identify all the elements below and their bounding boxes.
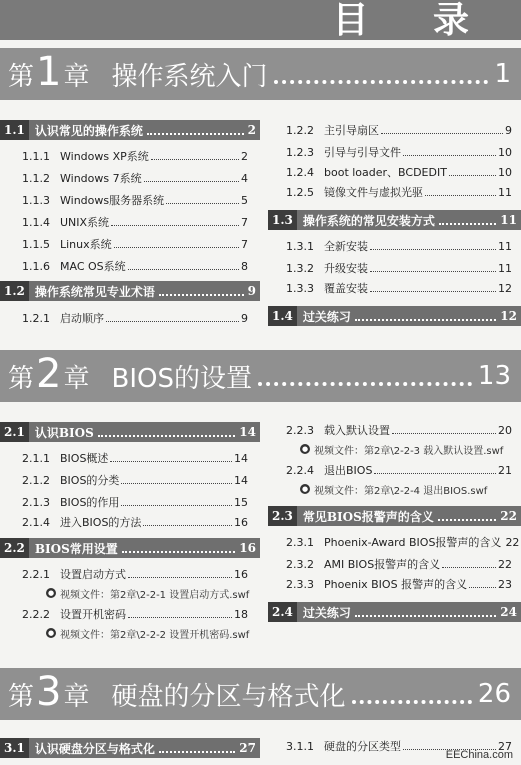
item-number: 1.2.5 [286, 185, 314, 199]
item-title: 镜像文件与虚拟光驱 [324, 186, 423, 199]
dot-leader [159, 294, 244, 296]
toc-item-1-1-2[interactable] [22, 170, 248, 186]
chapter-1-banner[interactable] [0, 48, 521, 100]
dot-leader [370, 291, 496, 292]
item-title: 设置启动方式 [60, 568, 126, 581]
toc-item-1-1-4[interactable] [22, 214, 248, 230]
dot-leader [442, 567, 496, 568]
item-title: Phoenix BIOS 报警声的含义 [324, 578, 468, 591]
section-page: 11 [500, 213, 517, 227]
toc-item-2-1-2[interactable] [22, 472, 248, 488]
chapter-title: 操作系统入门 [111, 61, 268, 92]
dot-leader [121, 483, 232, 484]
dot-leader [147, 133, 244, 135]
item-number: 2.3.2 [286, 557, 314, 571]
item-number: 2.2.2 [22, 607, 50, 621]
item-number: 2.1.1 [22, 451, 50, 465]
toc-title: 目 录 [332, 0, 495, 41]
item-number: 2.3.1 [286, 535, 314, 549]
item-page: 4 [241, 171, 248, 185]
video-file-2-2-3[interactable] [300, 442, 516, 456]
item-page: 14 [234, 473, 248, 487]
item-number: 2.2.3 [286, 423, 314, 437]
video-file-2-2-1[interactable] [46, 586, 252, 600]
video-file-text: 视频文件：第2章\2-2-3 载入默认设置.swf [314, 445, 504, 457]
section-page: 14 [239, 425, 256, 439]
item-page: 22 [505, 535, 520, 549]
video-file-2-2-4[interactable] [300, 482, 516, 496]
item-page: 11 [498, 261, 512, 275]
toc-item-1-1-6[interactable] [22, 258, 248, 274]
item-title: 退出BIOS [324, 464, 373, 477]
video-disc-icon: ● [47, 629, 55, 637]
item-number: 2.1.2 [22, 473, 50, 487]
item-title: Windows服务器系统 [60, 194, 165, 207]
toc-item-1-1-5[interactable] [22, 236, 248, 252]
section-title: 操作系统常见专业术语 [34, 284, 155, 299]
dot-leader [438, 519, 497, 521]
toc-item-2-2-3[interactable] [286, 422, 512, 438]
toc-item-2-1-4[interactable] [22, 514, 248, 530]
dot-leader [166, 203, 239, 204]
item-number: 2.2.4 [286, 463, 314, 477]
dot-leader [352, 700, 472, 704]
item-title: Linux系统 [60, 238, 112, 251]
section-title: BIOS常用设置 [34, 541, 118, 556]
dot-leader [381, 133, 503, 134]
dot-leader [106, 321, 239, 322]
item-title: 设置开机密码 [60, 608, 126, 621]
toc-item-1-1-1[interactable] [22, 148, 248, 164]
dot-leader [392, 433, 496, 434]
item-number: 1.3.3 [286, 281, 314, 295]
toc-header [0, 0, 521, 40]
section-2-1[interactable] [0, 422, 260, 442]
watermark: EEChina.com [445, 749, 513, 761]
video-file-text: 视频文件：第2章\2-2-2 设置开机密码.swf [60, 629, 250, 641]
dot-leader [355, 615, 496, 617]
toc-item-2-1-1[interactable] [22, 450, 248, 466]
dot-leader [425, 195, 496, 196]
dot-leader [274, 80, 489, 84]
section-page: 24 [500, 605, 517, 619]
item-number: 2.1.4 [22, 515, 50, 529]
toc-item-1-2-2[interactable] [286, 122, 512, 138]
section-number: 3.1 [0, 738, 29, 758]
item-page: 8 [241, 259, 248, 273]
dot-leader [403, 155, 496, 156]
item-number: 1.1.5 [22, 237, 50, 251]
section-page: 16 [239, 541, 256, 555]
item-title: Windows 7系统 [60, 172, 142, 185]
item-page: 16 [234, 567, 248, 581]
section-number: 1.1 [0, 120, 29, 140]
section-title: 认识BIOS [34, 425, 94, 440]
chapter-2-banner[interactable] [0, 350, 521, 402]
section-number: 2.3 [268, 506, 297, 526]
toc-item-2-2-2[interactable] [22, 606, 248, 622]
item-page: 14 [234, 451, 248, 465]
section-1-2[interactable] [0, 281, 260, 301]
dot-leader [98, 435, 236, 437]
item-page: 11 [498, 185, 512, 199]
toc-item-1-1-3[interactable] [22, 192, 248, 208]
section-title: 过关练习 [302, 605, 351, 620]
section-page: 12 [500, 309, 517, 323]
section-2-4[interactable] [268, 602, 521, 622]
section-number: 1.3 [268, 210, 297, 230]
item-number: 1.1.4 [22, 215, 50, 229]
section-title: 常见BIOS报警声的含义 [302, 509, 434, 524]
section-page: 27 [239, 741, 256, 755]
item-number: 1.2.1 [22, 311, 50, 325]
item-number: 1.2.4 [286, 165, 314, 179]
dot-leader [370, 249, 496, 250]
section-page: 2 [247, 123, 256, 137]
item-title: boot loader、BCDEDIT [324, 166, 447, 179]
dot-leader [122, 551, 236, 553]
section-2-2[interactable] [0, 538, 260, 558]
section-number: 1.2 [0, 281, 29, 301]
chapter-number: 2 [36, 351, 62, 397]
section-number: 2.2 [0, 538, 29, 558]
toc-item-1-3-3[interactable] [286, 280, 512, 296]
dot-leader [159, 751, 235, 753]
video-file-2-2-2[interactable] [46, 626, 252, 640]
section-title: 认识常见的操作系统 [34, 123, 143, 138]
item-title: MAC OS系统 [60, 260, 126, 273]
item-title: 全新安装 [324, 240, 368, 253]
item-title: 覆盖安装 [324, 282, 368, 295]
item-number: 1.1.6 [22, 259, 50, 273]
toc-item-1-2-5[interactable] [286, 184, 512, 200]
toc-item-1-2-1[interactable] [22, 310, 248, 326]
item-page: 22 [498, 557, 512, 571]
section-title: 认识硬盘分区与格式化 [34, 741, 155, 756]
item-page: 7 [241, 215, 248, 229]
chapter-prefix: 第 [8, 61, 35, 92]
item-title: 主引导扇区 [324, 124, 379, 137]
item-page: 16 [234, 515, 248, 529]
toc-item-1-2-4[interactable] [286, 164, 512, 180]
item-title: BIOS的分类 [60, 474, 120, 487]
toc-item-2-1-3[interactable] [22, 494, 248, 510]
toc-item-1-2-3[interactable] [286, 144, 512, 160]
dot-leader [143, 525, 232, 526]
item-page: 2 [241, 149, 248, 163]
item-number: 1.2.2 [286, 123, 314, 137]
section-number: 1.4 [268, 306, 297, 326]
item-page: 9 [505, 123, 512, 137]
chapter-page: 13 [477, 361, 511, 391]
chapter-page: 1 [494, 59, 511, 89]
item-title: 引导与引导文件 [324, 146, 401, 159]
section-1-1[interactable] [0, 120, 260, 140]
section-3-1[interactable] [0, 738, 260, 758]
dot-leader [449, 175, 496, 176]
dot-leader [114, 247, 239, 248]
item-page: 20 [498, 423, 512, 437]
toc-item-2-3-2[interactable] [286, 556, 512, 572]
dot-leader [151, 159, 239, 160]
dot-leader [439, 223, 496, 225]
dot-leader [128, 269, 239, 270]
item-number: 1.3.1 [286, 239, 314, 253]
toc-item-2-3-3[interactable] [286, 576, 512, 592]
section-2-3[interactable] [268, 506, 521, 526]
item-title: 启动顺序 [60, 312, 104, 325]
item-title: 载入默认设置 [324, 424, 390, 437]
dot-leader [121, 505, 232, 506]
toc-item-2-3-1[interactable] [286, 534, 520, 550]
chapter-prefix: 第 [8, 363, 35, 394]
item-number: 1.1.1 [22, 149, 50, 163]
dot-leader [469, 587, 496, 588]
dot-leader [128, 617, 232, 618]
dot-leader [258, 382, 472, 386]
section-page: 9 [247, 284, 256, 298]
item-number: 1.1.2 [22, 171, 50, 185]
dot-leader [355, 319, 496, 321]
section-number: 2.1 [0, 422, 29, 442]
chapter-suffix: 章 [63, 61, 90, 92]
chapter-3-banner[interactable] [0, 668, 521, 720]
video-file-text: 视频文件：第2章\2-2-4 退出BIOS.swf [314, 485, 488, 497]
item-number: 2.2.1 [22, 567, 50, 581]
toc-item-1-3-2[interactable] [286, 260, 512, 276]
item-page: 15 [234, 495, 248, 509]
toc-item-1-3-1[interactable] [286, 238, 512, 254]
item-title: UNIX系统 [60, 216, 110, 229]
item-title: 进入BIOS的方法 [60, 516, 142, 529]
item-title: 硬盘的分区类型 [324, 740, 401, 753]
section-1-3[interactable] [268, 210, 521, 230]
item-page: 27 [498, 739, 512, 753]
section-number: 2.4 [268, 602, 297, 622]
video-disc-icon: ● [47, 589, 55, 597]
dot-leader [370, 271, 496, 272]
item-number: 2.3.3 [286, 577, 314, 591]
item-number: 1.3.2 [286, 261, 314, 275]
chapter-number: 3 [36, 669, 62, 715]
chapter-title: 硬盘的分区与格式化 [111, 681, 346, 712]
video-file-text: 视频文件：第2章\2-2-1 设置启动方式.swf [60, 589, 250, 601]
chapter-number: 1 [36, 49, 62, 95]
item-number: 1.2.3 [286, 145, 314, 159]
item-page: 11 [498, 239, 512, 253]
item-title: BIOS概述 [60, 452, 109, 465]
item-page: 23 [498, 577, 512, 591]
video-disc-icon: ● [301, 445, 309, 453]
item-title: 升级安装 [324, 262, 368, 275]
toc-item-2-2-4[interactable] [286, 462, 512, 478]
item-number: 1.1.3 [22, 193, 50, 207]
item-title: BIOS的作用 [60, 496, 120, 509]
item-page: 9 [241, 311, 248, 325]
chapter-title: BIOS的设置 [111, 363, 252, 394]
chapter-page: 26 [477, 679, 511, 709]
item-page: 7 [241, 237, 248, 251]
item-page: 18 [234, 607, 248, 621]
item-number: 2.1.3 [22, 495, 50, 509]
dot-leader [374, 473, 496, 474]
item-page: 21 [498, 463, 512, 477]
item-title: AMI BIOS报警声的含义 [324, 558, 441, 571]
section-title: 操作系统的常见安装方式 [302, 213, 435, 228]
dot-leader [110, 461, 232, 462]
toc-item-2-2-1[interactable] [22, 566, 248, 582]
chapter-suffix: 章 [63, 681, 90, 712]
item-page: 12 [498, 281, 512, 295]
video-disc-icon: ● [301, 485, 309, 493]
item-page: 10 [498, 145, 512, 159]
section-title: 过关练习 [302, 309, 351, 324]
item-page: 10 [498, 165, 512, 179]
chapter-prefix: 第 [8, 681, 35, 712]
item-number: 3.1.1 [286, 739, 314, 753]
section-1-4[interactable] [268, 306, 521, 326]
dot-leader [111, 225, 239, 226]
item-title: Windows XP系统 [60, 150, 149, 163]
item-page: 5 [241, 193, 248, 207]
dot-leader [128, 577, 232, 578]
dot-leader [144, 181, 239, 182]
chapter-suffix: 章 [63, 363, 90, 394]
item-title: Phoenix-Award BIOS报警声的含义 [324, 536, 502, 549]
section-page: 22 [500, 509, 517, 523]
